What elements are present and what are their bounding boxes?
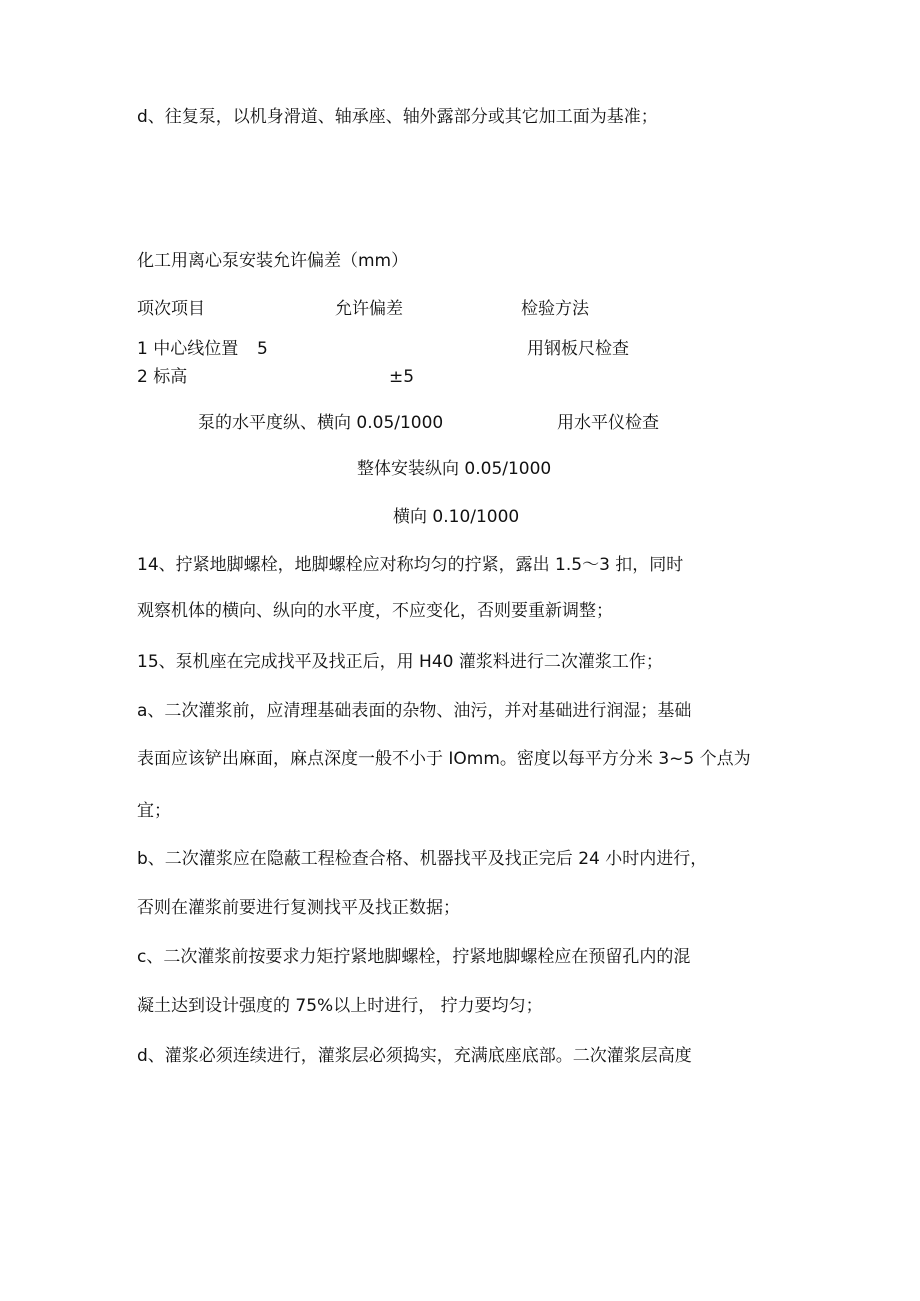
row-3-tolerance: 0.05/1000 (356, 413, 444, 433)
row-4-item (357, 458, 551, 480)
row-3-item-text: 泵的水平度纵、横向 (198, 413, 351, 433)
table-title: 化工用离心泵安装允许偏差（mm） (137, 251, 409, 271)
header-method: 检验方法 (521, 299, 589, 319)
paragraph-line: 凝土达到设计强度的 75%以上时进行， 拧力要均匀； (137, 996, 543, 1016)
row-5-item (393, 506, 519, 528)
header-item: 项次项目 (137, 299, 205, 319)
paragraph-line: a、二次灌浆前，应清理基础表面的杂物、油污，并对基础进行润湿；基础 (137, 701, 692, 721)
paragraph-line: 否则在灌浆前要进行复测找平及找正数据； (137, 898, 460, 918)
row-2-tolerance: ±5 (389, 367, 415, 387)
row-3-item (198, 412, 443, 434)
header-tolerance: 允许偏差 (335, 299, 403, 319)
paragraph-line: d、灌浆必须连续进行，灌浆层必须捣实，充满底座底部。二次灌浆层高度 (137, 1046, 692, 1066)
row-2-item: 2 标高 (137, 367, 188, 387)
paragraph-line: 14、拧紧地脚螺栓，地脚螺栓应对称均匀的拧紧，露出 1.5～3 扣，同时 (137, 555, 684, 575)
paragraph-line: 表面应该铲出麻面，麻点深度一般不小于 IOmm。密度以每平方分米 3~5 个点为 (137, 749, 751, 769)
row-3-method: 用水平仪检查 (557, 413, 659, 433)
row-5-tolerance: 0.10/1000 (432, 507, 520, 527)
paragraph-line: 观察机体的横向、纵向的水平度，不应变化，否则要重新调整； (137, 601, 613, 621)
paragraph-line: 宜； (137, 801, 171, 821)
paragraph-line: 15、泵机座在完成找平及找正后，用 H40 灌浆料进行二次灌浆工作； (137, 652, 663, 672)
paragraph-line: b、二次灌浆应在隐蔽工程检查合格、机器找平及找正完后 24 小时内进行， (137, 849, 708, 869)
row-1-tolerance: 5 (257, 339, 268, 359)
intro-line: d、往复泵，以机身滑道、轴承座、轴外露部分或其它加工面为基准； (137, 107, 658, 127)
row-1-item: 1 中心线位置 (137, 339, 239, 359)
row-5-item-text: 横向 (393, 507, 427, 527)
row-1-method: 用钢板尺检查 (527, 339, 629, 359)
row-4-tolerance: 0.05/1000 (464, 459, 552, 479)
row-4-item-text: 整体安装纵向 (357, 459, 459, 479)
paragraph-line: c、二次灌浆前按要求力矩拧紧地脚螺栓，拧紧地脚螺栓应在预留孔内的混 (137, 947, 691, 967)
